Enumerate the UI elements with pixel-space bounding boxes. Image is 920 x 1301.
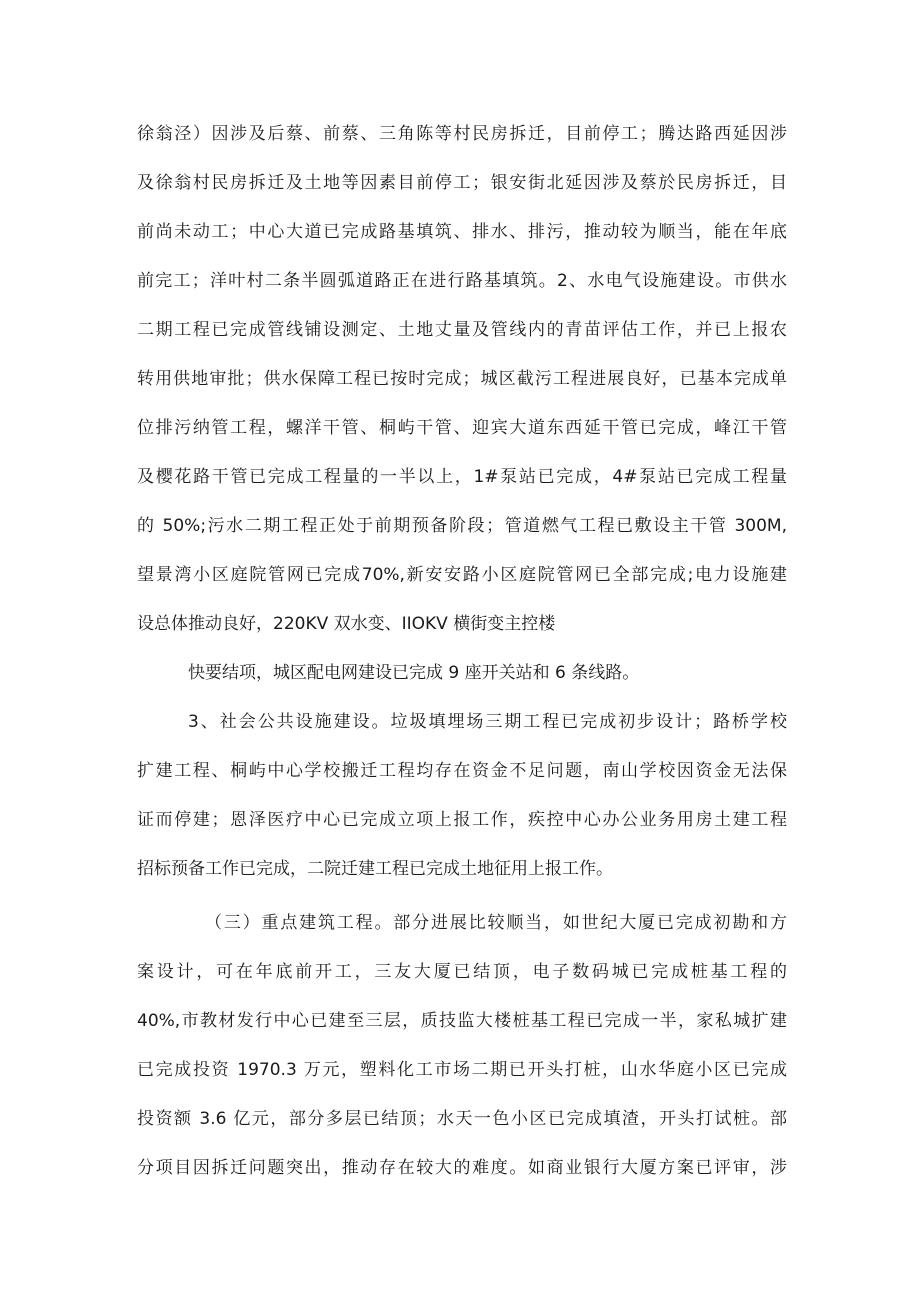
body-text-line: 扩建工程、桐屿中心学校搬迁工程均存在资金不足问题，南山学校因资金无法保 (137, 761, 787, 781)
section-paragraph-start: 3、社会公共设施建设。垃圾填埋场三期工程已完成初步设计；路桥学校 (188, 712, 787, 732)
body-text-line: 位排污纳管工程，螺洋干管、桐屿干管、迎宾大道东西延干管已完成，峰江干管 (137, 418, 787, 438)
body-text-line: 投资额 3.6 亿元，部分多层已结顶；水天一色小区已完成填渣，开头打试桩。部 (137, 1109, 787, 1129)
body-text-line: 前完工；洋叶村二条半圆弧道路正在进行路基填筑。2、水电气设施建设。市供水 (137, 271, 787, 291)
body-text-line: 二期工程已完成管线铺设测定、土地丈量及管线内的青苗评估工作，并已上报农 (137, 320, 787, 340)
body-text-line: 证而停建；恩泽医疗中心已完成立项上报工作，疾控中心办公业务用房土建工程 (137, 810, 787, 830)
body-text-line: 及徐翁村民房拆迁及土地等因素目前停工；银安街北延因涉及蔡於民房拆迁，目 (137, 173, 787, 193)
body-text-line: 已完成投资 1970.3 万元，塑料化工市场二期已开头打桩，山水华庭小区已完成 (137, 1060, 787, 1080)
body-text-line: 徐翁泾）因涉及后蔡、前蔡、三角陈等村民房拆迁，目前停工；腾达路西延因涉 (137, 124, 787, 144)
body-text-line: 案设计，可在年底前开工，三友大厦已结顶，电子数码城已完成桩基工程的 (137, 962, 787, 982)
body-text-line: 望景湾小区庭院管网已完成70%,新安安路小区庭院管网已全部完成;电力设施建 (137, 565, 787, 585)
body-text-line: 转用供地审批；供水保障工程已按时完成；城区截污工程进展良好，已基本完成单 (137, 369, 787, 389)
body-text-line: 前尚未动工；中心大道已完成路基填筑、排水、排污，推动较为顺当，能在年底 (137, 222, 787, 242)
body-text-line: 招标预备工作已完成，二院迁建工程已完成土地征用上报工作。 (137, 859, 613, 879)
body-text-line: 的 50%;污水二期工程正处于前期预备阶段；管道燃气工程已敷设主干管 300M, (137, 516, 787, 536)
body-text-line: 40%,市教材发行中心已建至三层，质技监大楼桩基工程已完成一半，家私城扩建 (137, 1011, 787, 1031)
body-text-line: 分项目因拆迁问题突出，推动存在较大的难度。如商业银行大厦方案已评审，涉 (137, 1158, 787, 1178)
body-text-line: 设总体推动良好，220KV 双水变、IIOKV 横街变主控楼 (137, 614, 556, 634)
body-text-line: 及樱花路干管已完成工程量的一半以上，1#泵站已完成，4#泵站已完成工程量 (137, 467, 787, 487)
section-heading-paragraph: （三）重点建筑工程。部分进展比较顺当，如世纪大厦已完成初勘和方 (205, 913, 787, 933)
body-text-line: 快要结项，城区配电网建设已完成 9 座开关站和 6 条线路。 (188, 663, 640, 683)
